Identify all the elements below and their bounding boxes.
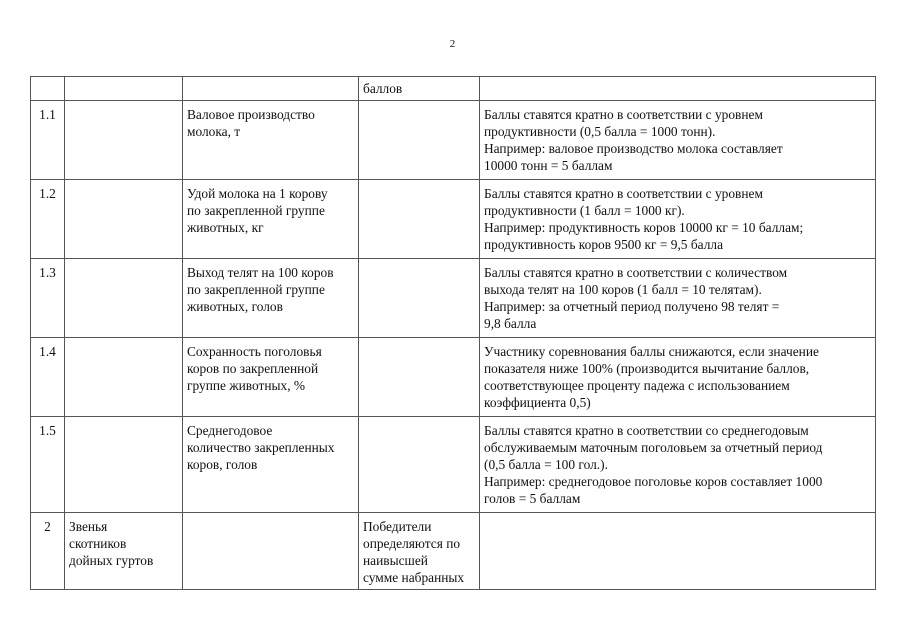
row-number: 1.4 [31, 338, 65, 417]
indicator-cell [183, 77, 359, 101]
row-number [31, 77, 65, 101]
method-cell: Победители определяются по наивысшей сумме набранных [359, 513, 480, 590]
participant-cell [65, 180, 183, 259]
row-number: 1.1 [31, 101, 65, 180]
indicator-cell: Валовое производство молока, т [183, 101, 359, 180]
description-cell: Баллы ставятся кратно в соответствии со среднегодовым обслуживаемым маточным поголовьем за отчетный период (0,5 балла = 100 гол.). Например: среднегодовое поголовье коров составляет 1000 голов = 5 баллам [480, 417, 876, 513]
participant-cell [65, 338, 183, 417]
row-number: 1.2 [31, 180, 65, 259]
participant-cell [65, 77, 183, 101]
participant-cell: Звенья скотников дойных гуртов [65, 513, 183, 590]
description-cell [480, 513, 876, 590]
table-row [31, 180, 876, 259]
criteria-table [30, 76, 876, 590]
table-row [31, 417, 876, 513]
table-row [31, 513, 876, 590]
indicator-cell: Среднегодовое количество закрепленных коров, голов [183, 417, 359, 513]
description-cell: Баллы ставятся кратно в соответствии с количеством выхода телят на 100 коров (1 балл = 10 телятам). Например: за отчетный период получено 98 телят = 9,8 балла [480, 259, 876, 338]
table-row [31, 77, 876, 101]
description-cell: Баллы ставятся кратно в соответствии с уровнем продуктивности (1 балл = 1000 кг). Например: продуктивность коров 10000 кг = 10 баллам; продуктивность коров 9500 кг = 9,5 балла [480, 180, 876, 259]
method-cell [359, 259, 480, 338]
indicator-cell: Удой молока на 1 корову по закрепленной группе животных, кг [183, 180, 359, 259]
indicator-cell: Выход телят на 100 коров по закрепленной группе животных, голов [183, 259, 359, 338]
page-number: 2 [449, 38, 456, 50]
indicator-cell [183, 513, 359, 590]
method-cell: баллов [359, 77, 480, 101]
table-row [31, 338, 876, 417]
row-number: 1.3 [31, 259, 65, 338]
method-cell [359, 101, 480, 180]
description-cell: Участнику соревнования баллы снижаются, если значение показателя ниже 100% (производится вычитание баллов, соответствующее проценту падежа с использованием коэффициента 0,5) [480, 338, 876, 417]
method-cell [359, 180, 480, 259]
indicator-cell: Сохранность поголовья коров по закрепленной группе животных, % [183, 338, 359, 417]
participant-cell [65, 417, 183, 513]
method-cell [359, 417, 480, 513]
participant-cell [65, 101, 183, 180]
row-number: 1.5 [31, 417, 65, 513]
table-row [31, 259, 876, 338]
method-cell [359, 338, 480, 417]
description-cell [480, 77, 876, 101]
description-cell: Баллы ставятся кратно в соответствии с уровнем продуктивности (0,5 балла = 1000 тонн). Например: валовое производство молока составляет 10000 тонн = 5 баллам [480, 101, 876, 180]
row-number: 2 [31, 513, 65, 590]
participant-cell [65, 259, 183, 338]
table-row [31, 101, 876, 180]
